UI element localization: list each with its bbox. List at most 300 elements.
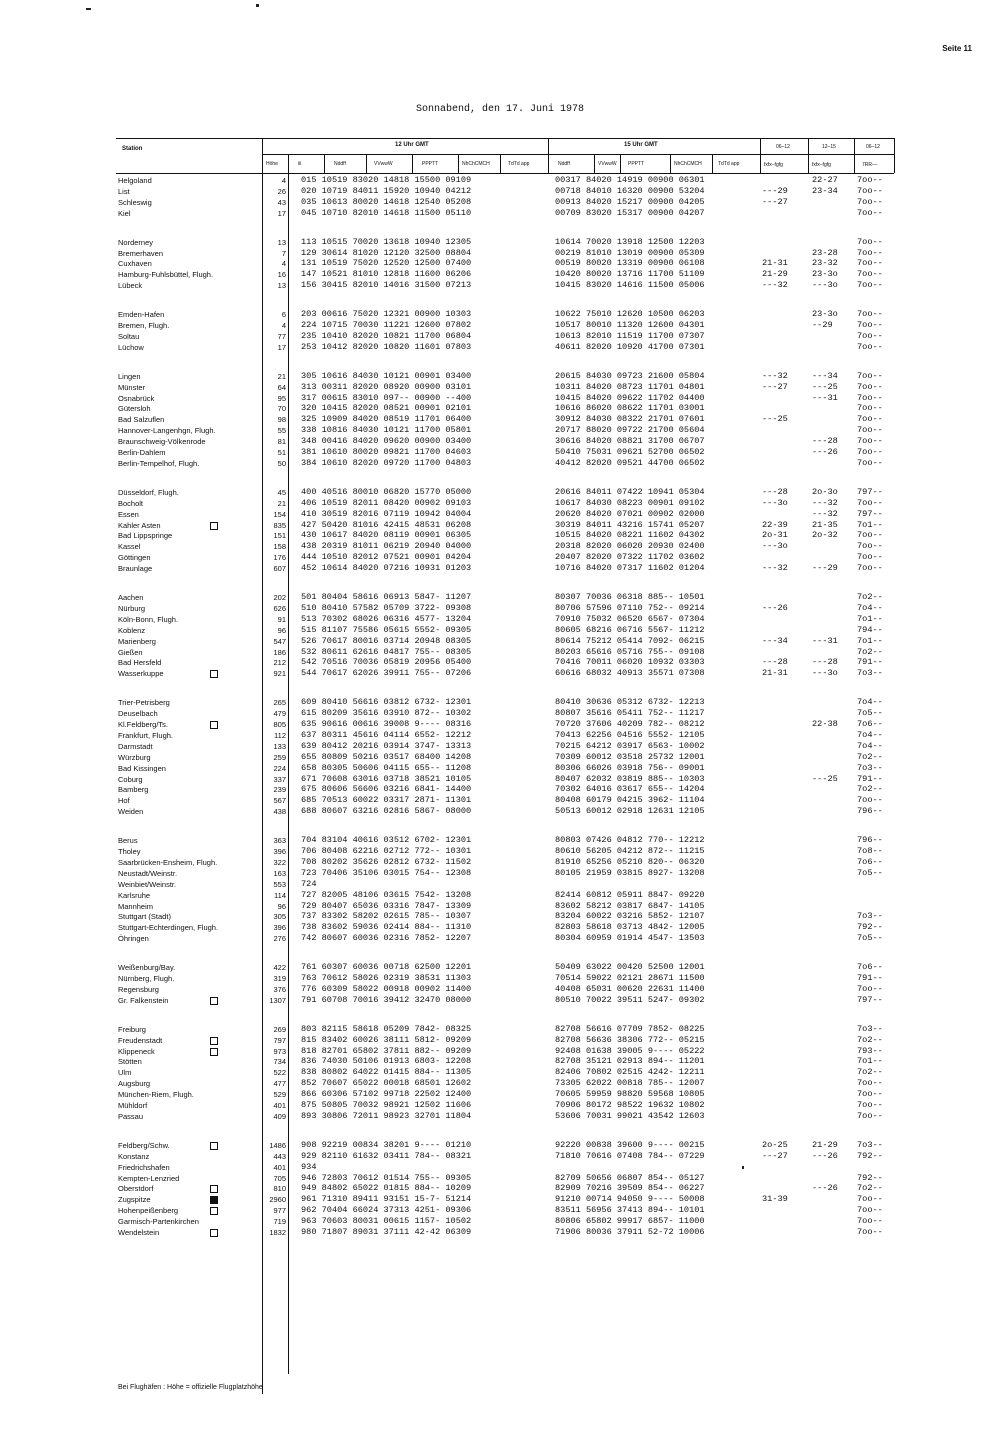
precip-06-12: 7oo--: [857, 1227, 883, 1237]
header-15-uhr: 15 Uhr GMT: [624, 142, 658, 148]
obs-12-utc: 015 10519 83020 14818 15500 09109: [301, 175, 472, 185]
station-hoehe: 98: [277, 415, 286, 425]
station-name: Gr. Falkenstein: [118, 995, 169, 1005]
station-name: Kahler Asten: [118, 520, 161, 530]
obs-12-utc: 742 80607 60036 02316 7852- 12207: [301, 933, 472, 944]
station-marker-icon: [210, 721, 218, 729]
obs-12-utc: 045 10710 82010 14618 11500 05110: [301, 207, 472, 218]
table-row: [0, 603, 1000, 614]
hdr-sep: [324, 154, 325, 173]
obs-12-utc: 637 80311 45616 04114 6552- 12212: [301, 729, 472, 740]
station-name: Öhringen: [118, 934, 149, 944]
obs-12-utc: 305 10616 84030 10121 00901 03400: [301, 370, 472, 381]
station-name: Wasserkuppe: [118, 669, 164, 679]
table-row: [0, 269, 1000, 280]
obs-12-utc: 727 82005 48106 03615 7542- 13208: [301, 889, 472, 900]
header-right-4: fxfx–fgfg: [764, 162, 783, 168]
table-row: [0, 741, 1000, 752]
station-hoehe: 734: [273, 1057, 286, 1067]
station-hoehe: 1832: [269, 1228, 286, 1237]
header-12-uhr: 12 Uhr GMT: [395, 142, 429, 148]
station-name: Hof: [118, 796, 130, 806]
table-row: [0, 1183, 1000, 1194]
station-hoehe: 1486: [269, 1140, 286, 1150]
station-name: Kassel: [118, 542, 141, 552]
station-name: Düsseldorf, Flugh.: [118, 487, 179, 497]
station-name: Koblenz: [118, 625, 146, 635]
precip-06-12: 7o3--: [857, 911, 883, 922]
gust-12-15: 23-34: [812, 185, 838, 196]
station-hoehe: 212: [273, 658, 286, 668]
precip-06-12: 7oo--: [857, 541, 883, 552]
obs-15-utc: 53606 70031 99021 43542 12603: [555, 1110, 705, 1121]
obs-15-utc: 81910 65256 05210 820-- 06320: [555, 856, 705, 867]
table-row: [0, 890, 1000, 901]
precip-06-12: 7oo--: [857, 563, 883, 574]
obs-15-utc: 50409 63022 00420 52500 12001: [555, 962, 705, 973]
obs-12-utc: 532 80611 62616 04817 755-- 08305: [301, 646, 472, 657]
gust-12-15: 23-28: [812, 247, 838, 258]
obs-12-utc: 963 70603 80031 00615 1157- 10502: [301, 1216, 472, 1227]
gust-12-15: 23-3o: [812, 269, 838, 280]
obs-15-utc: 30319 84011 43216 15741 05207: [555, 519, 705, 530]
obs-15-utc: 10311 84020 08723 11701 04801: [555, 381, 705, 392]
gust-06-12: 21-31: [762, 258, 788, 269]
precip-06-12: 7oo--: [857, 280, 883, 291]
precip-06-12: 796--: [857, 806, 883, 817]
station-hoehe: 422: [273, 963, 286, 973]
obs-15-utc: 10614 70020 13918 12500 12203: [555, 236, 705, 247]
station-name: Marienberg: [118, 636, 156, 646]
station-name: Stuttgart-Echterdingen, Flugh.: [118, 923, 219, 933]
precip-06-12: 7o5--: [857, 867, 883, 878]
gust-06-12: ---28: [762, 657, 788, 668]
obs-15-utc: 40611 82020 10920 41700 07301: [555, 341, 705, 352]
obs-15-utc: 82406 70802 02515 4242- 12211: [555, 1067, 705, 1078]
obs-15-utc: 00219 81010 13019 00900 05309: [555, 247, 705, 258]
obs-12-utc: 020 10719 84011 15920 10940 04212: [301, 185, 472, 196]
obs-12-utc: 738 83602 59036 02414 884-- 11310: [301, 922, 472, 933]
right-col-rule-2: [808, 138, 809, 173]
table-row: [0, 320, 1000, 331]
precip-06-12: 7oo--: [857, 185, 883, 196]
station-marker-icon: [210, 1037, 218, 1045]
station-hoehe: 43: [277, 197, 286, 207]
table-row: [0, 1046, 1000, 1057]
precip-06-12: 7oo--: [857, 370, 883, 381]
station-name: Braunschweig-Völkenrode: [118, 437, 206, 447]
obs-12-utc: 156 30415 82010 14016 31500 07213: [301, 280, 472, 291]
station-hoehe: 259: [273, 752, 286, 762]
obs-15-utc: 20615 84030 09723 21600 05804: [555, 370, 705, 381]
station-name: Gießen: [118, 647, 143, 657]
obs-15-utc: 73305 62022 00818 785-- 12007: [555, 1078, 705, 1089]
obs-12-utc: 609 80410 56616 03812 6732- 12301: [301, 697, 472, 708]
precip-06-12: 7oo--: [857, 207, 883, 218]
table-row: [0, 719, 1000, 730]
station-hoehe: 21: [277, 371, 286, 381]
obs-15-utc: 92220 00838 39600 9---- 00215: [555, 1139, 705, 1150]
obs-12-utc: 723 70406 35106 03015 754-- 12308: [301, 867, 472, 878]
obs-15-utc: 80807 35616 05411 752-- 11217: [555, 708, 705, 719]
obs-15-utc: 70215 64212 03917 6563- 10002: [555, 740, 705, 751]
precip-06-12: 7o4--: [857, 697, 883, 708]
station-hoehe: 16: [277, 270, 286, 280]
station-hoehe: 401: [273, 1101, 286, 1110]
station-hoehe: 55: [277, 426, 286, 436]
gust-06-12: 31-39: [762, 1194, 788, 1205]
obs-12-utc: 510 80410 57582 05709 3722- 09308: [301, 602, 472, 613]
gust-06-12: 2o-31: [762, 530, 788, 541]
obs-12-utc: 635 90616 00616 39008 9---- 08316: [301, 719, 472, 729]
table-row: [0, 625, 1000, 636]
gust-06-12: ---27: [762, 381, 788, 392]
header-col-nddff: Nddff: [334, 161, 346, 167]
table-row: [0, 530, 1000, 541]
obs-12-utc: 949 84802 65022 01815 884-- 10209: [301, 1183, 472, 1194]
station-name: München-Riem, Flugh.: [118, 1090, 194, 1100]
obs-12-utc: 836 74030 50106 01913 6803- 12208: [301, 1056, 472, 1067]
table-row: [0, 879, 1000, 890]
table-row: [0, 922, 1000, 933]
gust-12-15: ---25: [812, 381, 838, 392]
precip-06-12: 7o3--: [857, 1023, 883, 1034]
station-marker-icon: [210, 1229, 218, 1237]
station-hoehe: 45: [277, 487, 286, 497]
station-hoehe: 4: [281, 259, 286, 269]
header-right-3: 06–12: [866, 144, 880, 150]
station-hoehe: 973: [273, 1046, 286, 1056]
obs-15-utc: 70302 64016 03617 655-- 14204: [555, 784, 705, 795]
precip-06-12: 792--: [857, 922, 883, 933]
obs-15-utc: 80803 07426 04812 770-- 12212: [555, 835, 705, 846]
station-name: Weiden: [118, 807, 144, 817]
precip-06-12: 7oo--: [857, 175, 883, 185]
station-name: Lüchow: [118, 342, 144, 352]
station-hoehe: 91: [277, 614, 286, 624]
obs-12-utc: 688 80607 63216 02816 5867- 08000: [301, 806, 472, 817]
gust-12-15: ---26: [812, 1183, 838, 1194]
gust-12-15: 23-32: [812, 258, 838, 269]
obs-12-utc: 203 00616 75020 12321 00900 10303: [301, 309, 472, 320]
station-name: Bad Kissingen: [118, 763, 166, 773]
precip-06-12: 791--: [857, 773, 883, 784]
station-name: Stuttgart (Stadt): [118, 912, 171, 922]
table-row: [0, 487, 1000, 498]
obs-12-utc: 147 10521 81010 12818 11600 06206: [301, 269, 472, 280]
obs-15-utc: 83204 60022 03216 5852- 12107: [555, 911, 705, 922]
obs-12-utc: 384 10610 82020 09720 11700 04803: [301, 457, 472, 468]
precip-06-12: 797--: [857, 486, 883, 497]
table-row: [0, 636, 1000, 647]
station-marker-icon: [210, 1185, 218, 1193]
station-hoehe: 158: [273, 542, 286, 552]
gust-12-15: ---32: [812, 497, 838, 508]
hdr-sep: [594, 154, 595, 173]
precip-06-12: 791--: [857, 657, 883, 668]
obs-15-utc: 60616 68032 40913 35571 07308: [555, 668, 705, 679]
precip-06-12: 7o2--: [857, 1067, 883, 1078]
obs-15-utc: 82708 56616 07709 7852- 08225: [555, 1023, 705, 1034]
gust-12-15: 2o-32: [812, 530, 838, 541]
table-row: [0, 984, 1000, 995]
table-row: [0, 382, 1000, 393]
table-row: [0, 414, 1000, 425]
obs-15-utc: 80306 66026 03918 756-- 09001: [555, 762, 705, 773]
table-row: [0, 1024, 1000, 1035]
station-hoehe: 319: [273, 974, 286, 983]
gust-12-15: ---26: [812, 447, 838, 457]
table-row: [0, 541, 1000, 552]
station-name: Braunlage: [118, 564, 153, 574]
obs-15-utc: 50513 60012 02918 12631 12105: [555, 806, 705, 817]
obs-15-utc: 70605 59959 98820 59568 10805: [555, 1089, 705, 1100]
station-hoehe: 77: [277, 331, 286, 341]
obs-12-utc: 515 81107 75586 05615 5552- 09305: [301, 624, 472, 635]
gust-06-12: ---34: [762, 635, 788, 646]
gust-06-12: 21-29: [762, 269, 788, 280]
obs-15-utc: 70910 75032 06520 6567- 07304: [555, 613, 705, 624]
precip-06-12: 7oo--: [857, 1100, 883, 1110]
precip-06-12: 7oo--: [857, 436, 883, 447]
obs-15-utc: 80614 75212 05414 7092- 06215: [555, 635, 705, 646]
station-name: Mannheim: [118, 901, 154, 911]
table-row: [0, 1140, 1000, 1151]
obs-12-utc: 980 71807 89031 37111 42-42 06309: [301, 1227, 472, 1237]
obs-15-utc: 10517 80010 11320 12600 04301: [555, 320, 705, 330]
obs-12-utc: 430 10617 84020 08119 00901 06305: [301, 530, 472, 541]
station-hoehe: 4: [281, 176, 286, 185]
station-name: Ulm: [118, 1068, 132, 1078]
obs-12-utc: 131 10519 75020 12520 12500 07400: [301, 258, 472, 269]
table-row: [0, 668, 1000, 679]
precip-06-12: 7oo--: [857, 196, 883, 207]
obs-12-utc: 544 70617 62026 39911 755-- 07206: [301, 668, 472, 679]
station-name: Freudenstadt: [118, 1035, 163, 1045]
station-hoehe: 276: [273, 934, 286, 944]
station-hoehe: 265: [273, 698, 286, 708]
header-col-clouds-15: NhChCMCH: [674, 161, 702, 167]
obs-15-utc: 70309 60012 03518 25732 12001: [555, 751, 705, 762]
obs-12-utc: 908 92219 00834 38201 9---- 01210: [301, 1139, 472, 1150]
obs-12-utc: 410 30519 82016 07119 10942 04004: [301, 508, 472, 519]
hdr-sep: [620, 154, 621, 173]
station-hoehe: 64: [277, 382, 286, 392]
station-hoehe: 224: [273, 763, 286, 773]
obs-12-utc: 224 10715 70030 11221 12600 07802: [301, 320, 472, 330]
obs-12-utc: 929 82110 61632 03411 784-- 08321: [301, 1150, 472, 1161]
precip-06-12: 7o6--: [857, 719, 883, 729]
station-hoehe: 797: [273, 1035, 286, 1045]
obs-12-utc: 704 83104 40616 03512 6702- 12301: [301, 835, 472, 846]
obs-12-utc: 639 80412 20216 03914 3747- 13313: [301, 740, 472, 751]
table-row: [0, 647, 1000, 658]
station-name: Augsburg: [118, 1079, 151, 1089]
station-name: Schleswig: [118, 197, 152, 207]
obs-12-utc: 815 83402 60026 38111 5812- 09209: [301, 1034, 472, 1045]
obs-15-utc: 20717 88020 09722 21700 05604: [555, 425, 705, 436]
table-row: [0, 1194, 1000, 1205]
obs-12-utc: 708 80202 35626 02812 6732- 11502: [301, 856, 472, 867]
obs-15-utc: 00913 84020 15217 00900 04205: [555, 196, 705, 207]
station-name: Passau: [118, 1111, 144, 1121]
station-name: Norderney: [118, 237, 154, 247]
table-row: [0, 509, 1000, 520]
table-row: [0, 520, 1000, 531]
obs-12-utc: 501 80404 58616 06913 5847- 11207: [301, 592, 472, 602]
obs-12-utc: 962 70404 66024 37313 4251- 09306: [301, 1205, 472, 1216]
station-marker-icon: [210, 1196, 218, 1204]
precip-06-12: 797--: [857, 508, 883, 519]
table-row: [0, 371, 1000, 382]
precip-06-12: 7oo--: [857, 330, 883, 341]
obs-15-utc: 80610 56205 04212 872-- 11215: [555, 846, 705, 856]
station-hoehe: 51: [277, 448, 286, 457]
table-row: [0, 563, 1000, 574]
table-row: [0, 697, 1000, 708]
obs-15-utc: 70906 80172 98522 19632 10802: [555, 1100, 705, 1110]
obs-15-utc: 70416 70011 06020 10932 03303: [555, 657, 705, 668]
precip-06-12: 7o1--: [857, 1056, 883, 1067]
precip-06-12: 7oo--: [857, 497, 883, 508]
precip-06-12: 7oo--: [857, 530, 883, 541]
precip-06-12: 7oo--: [857, 269, 883, 280]
obs-15-utc: 80203 65616 05716 755-- 09108: [555, 646, 705, 657]
precip-06-12: 7oo--: [857, 309, 883, 320]
station-hoehe: 396: [273, 847, 286, 856]
gust-06-12: ---27: [762, 196, 788, 207]
station-name: Essen: [118, 509, 139, 519]
obs-12-utc: 406 10519 82011 08420 00902 09103: [301, 497, 472, 508]
station-name: Berus: [118, 836, 138, 846]
obs-15-utc: 82803 58618 03713 4842- 12005: [555, 922, 705, 933]
station-hoehe: 7: [281, 248, 286, 258]
precip-06-12: 796--: [857, 835, 883, 846]
obs-15-utc: 00709 83020 15317 00900 04207: [555, 207, 705, 218]
station-name: List: [118, 186, 130, 196]
scan-speck: [742, 1166, 744, 1169]
station-hoehe: 239: [273, 785, 286, 795]
table-row: [0, 835, 1000, 846]
station-hoehe: 363: [273, 836, 286, 846]
obs-12-utc: 791 60708 70016 39412 32470 08000: [301, 994, 472, 1005]
station-hoehe: 567: [273, 796, 286, 806]
gust-12-15: 21-35: [812, 519, 838, 530]
station-name: Gütersloh: [118, 404, 151, 414]
table-row: [0, 774, 1000, 785]
precip-06-12: 7oo--: [857, 1089, 883, 1100]
table-row: [0, 175, 1000, 186]
header-bottom-rule: [116, 173, 894, 174]
obs-12-utc: 427 50420 81016 42415 48531 06208: [301, 519, 472, 530]
obs-15-utc: 20407 82020 07322 11702 03602: [555, 552, 705, 563]
obs-15-utc: 70720 37606 40209 782-- 08212: [555, 719, 705, 729]
table-row: [0, 447, 1000, 458]
obs-12-utc: 317 00615 83010 097-- 00900 --400: [301, 392, 472, 403]
table-row: [0, 1100, 1000, 1111]
station-marker-icon: [210, 522, 218, 530]
station-hoehe: 921: [273, 669, 286, 679]
station-hoehe: 522: [273, 1068, 286, 1078]
table-row: [0, 280, 1000, 291]
page-title: Sonnabend, den 17. Juni 1978: [415, 104, 585, 115]
table-row: [0, 730, 1000, 741]
obs-12-utc: 113 10515 70020 13618 10940 12305: [301, 236, 472, 247]
obs-12-utc: 615 80209 35616 03910 872-- 10302: [301, 708, 472, 719]
header-col-clouds: NhChCMCH: [462, 161, 490, 167]
gust-12-15: ---28: [812, 657, 838, 668]
precip-06-12: 7oo--: [857, 236, 883, 247]
station-hoehe: 6: [281, 310, 286, 320]
station-hoehe: 13: [277, 281, 286, 291]
header-station: Station: [122, 146, 143, 152]
header-iii: iii: [298, 161, 302, 167]
precip-06-12: 792--: [857, 1150, 883, 1161]
station-hoehe: 396: [273, 923, 286, 933]
obs-12-utc: 737 83302 58202 02615 785-- 10307: [301, 911, 472, 922]
obs-15-utc: 40412 82020 09521 44700 06502: [555, 457, 705, 468]
obs-12-utc: 675 80606 56606 03216 6841- 14400: [301, 784, 472, 795]
station-hoehe: 805: [273, 720, 286, 729]
station-name: Bad Lippspringe: [118, 531, 173, 541]
precip-06-12: 7o1--: [857, 635, 883, 646]
obs-15-utc: 10415 84020 09622 11702 04400: [555, 392, 705, 403]
station-hoehe: 26: [277, 186, 286, 196]
station-name: Lübeck: [118, 281, 143, 291]
table-row: [0, 208, 1000, 219]
obs-15-utc: 00519 80020 13319 00900 06108: [555, 258, 705, 269]
obs-15-utc: 30912 84030 08322 21701 07601: [555, 414, 705, 425]
station-name: Göttingen: [118, 553, 151, 563]
station-marker-icon: [210, 1048, 218, 1056]
station-hoehe: 17: [277, 208, 286, 218]
obs-12-utc: 400 40516 80010 06820 15770 05000: [301, 486, 472, 497]
table-row: [0, 795, 1000, 806]
table-row: [0, 995, 1000, 1006]
precip-06-12: 7o5--: [857, 708, 883, 719]
table-row: [0, 973, 1000, 984]
obs-12-utc: 526 70617 80016 03714 20948 08305: [301, 635, 472, 646]
header-hoehe: Höhe: [266, 161, 278, 167]
table-row: [0, 197, 1000, 208]
table-row: [0, 933, 1000, 944]
obs-15-utc: 20318 82020 06020 20930 02400: [555, 541, 705, 552]
obs-15-utc: 83511 56956 37413 894-- 10101: [555, 1205, 705, 1216]
scan-speck: [256, 4, 259, 7]
station-hoehe: 21: [277, 498, 286, 508]
precip-06-12: 7oo--: [857, 392, 883, 403]
hdr-sep: [458, 154, 459, 173]
precip-06-12: 7oo--: [857, 447, 883, 457]
station-name: Oberstdorf: [118, 1184, 154, 1194]
table-row: [0, 911, 1000, 922]
station-name: Berlin-Dahlem: [118, 448, 166, 457]
station-hoehe: 176: [273, 553, 286, 563]
station-name: Hamburg-Fuhlsbüttel, Flugh.: [118, 270, 214, 280]
header-col-tdtd: TdTd app: [508, 161, 530, 167]
obs-15-utc: 10616 86020 08622 11701 03001: [555, 403, 705, 414]
station-name: Osnabrück: [118, 393, 155, 403]
precip-06-12: 7oo--: [857, 403, 883, 414]
station-name: Bad Salzuflen: [118, 415, 165, 425]
station-hoehe: 477: [273, 1079, 286, 1089]
station-name: Neustadt/Weinstr.: [118, 868, 178, 878]
station-hoehe: 4: [281, 321, 286, 330]
table-row: [0, 784, 1000, 795]
gust-06-12: ---32: [762, 370, 788, 381]
obs-12-utc: 776 60309 58022 00918 00902 11400: [301, 983, 472, 994]
precip-06-12: 7oo--: [857, 1205, 883, 1216]
